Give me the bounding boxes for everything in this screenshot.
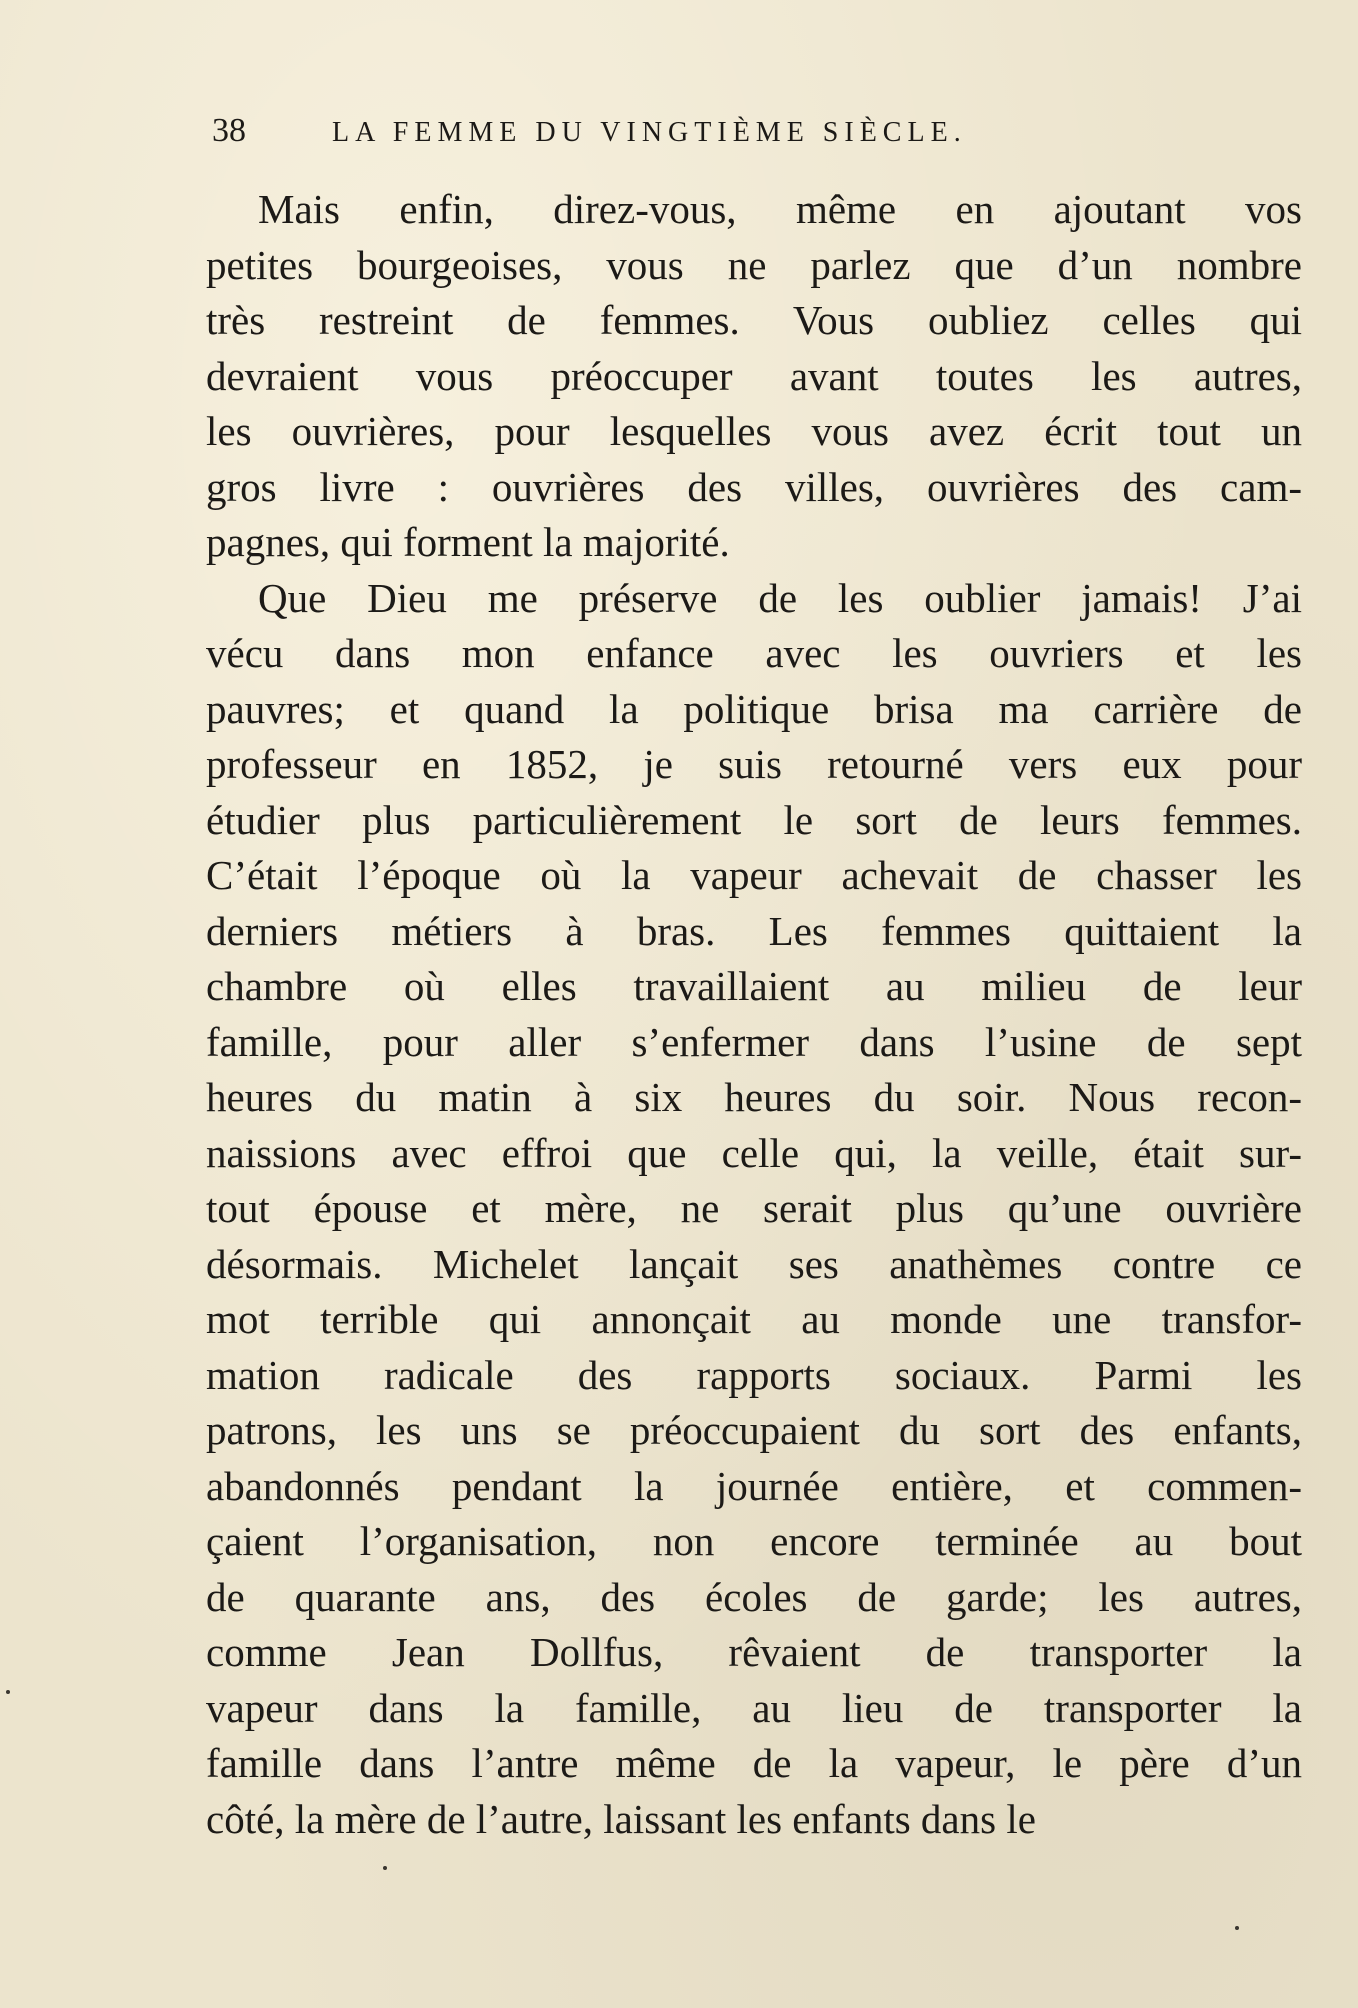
text-line: vécu dans mon enfance avec les ouvriers et les <box>206 630 1302 676</box>
running-title: LA FEMME DU VINGTIÈME SIÈCLE. <box>332 117 967 148</box>
text-line: comme Jean Dollfus, rêvaient de transporter la <box>206 1629 1302 1675</box>
print-speck <box>6 1690 10 1694</box>
text-line: Mais enfin, direz-vous, même en ajoutant vos <box>258 186 1302 232</box>
text-line: mot terrible qui annonçait au monde une transfor- <box>206 1296 1302 1342</box>
text-line: pagnes, qui forment la majorité. <box>206 519 730 565</box>
text-line: mation radicale des rapports sociaux. Parmi les <box>206 1351 1302 1398</box>
text-line: naissions avec effroi que celle qui, la veille, était sur- <box>206 1129 1302 1176</box>
text-line: pauvres; et quand la politique brisa ma carrière de <box>206 685 1302 732</box>
text-line: gros livre : ouvrières des villes, ouvrières des cam- <box>206 463 1302 510</box>
paragraph <box>206 571 1302 1848</box>
text-line: devraient vous préoccuper avant toutes les autres, <box>206 352 1302 399</box>
text-line: très restreint de femmes. Vous oubliez celles qui <box>206 297 1302 343</box>
page-number: 38 <box>212 112 246 149</box>
text-line: les ouvrières, pour lesquelles vous avez écrit tout un <box>206 408 1302 454</box>
text-line: famille dans l’antre même de la vapeur, le père d’un <box>206 1740 1302 1786</box>
text-line: étudier plus particulièrement le sort de leurs femmes. <box>206 796 1302 843</box>
text-line: C’était l’époque où la vapeur achevait de chasser les <box>206 852 1302 898</box>
text-line: abandonnés pendant la journée entière, et commen- <box>206 1462 1302 1509</box>
text-line: çaient l’organisation, non encore terminée au bout <box>206 1518 1302 1564</box>
text-line: patrons, les uns se préoccupaient du sort des enfants, <box>206 1407 1302 1453</box>
body-text <box>206 182 1302 1847</box>
text-line: côté, la mère de l’autre, laissant les enfants dans le <box>206 1795 1036 1842</box>
text-line: heures du matin à six heures du soir. Nous recon- <box>206 1074 1302 1120</box>
paragraph <box>206 182 1302 571</box>
text-line: petites bourgeoises, vous ne parlez que d’un nombre <box>206 241 1302 288</box>
print-speck <box>1235 1926 1239 1930</box>
text-line: tout épouse et mère, ne serait plus qu’une ouvrière <box>206 1185 1302 1231</box>
text-line: désormais. Michelet lançait ses anathèmes contre ce <box>206 1240 1302 1287</box>
text-line: de quarante ans, des écoles de garde; les autres, <box>206 1573 1302 1620</box>
text-line: chambre où elles travaillaient au milieu de leur <box>206 963 1302 1009</box>
page-header <box>212 112 1312 160</box>
text-line: Que Dieu me préserve de les oublier jamais! J’ai <box>258 574 1302 621</box>
text-line: famille, pour aller s’enfermer dans l’usine de sept <box>206 1018 1302 1065</box>
text-line: vapeur dans la famille, au lieu de transporter la <box>206 1684 1302 1731</box>
text-line: derniers métiers à bras. Les femmes quittaient la <box>206 907 1302 954</box>
text-line: professeur en 1852, je suis retourné vers eux pour <box>206 741 1302 787</box>
print-speck <box>383 1866 387 1870</box>
